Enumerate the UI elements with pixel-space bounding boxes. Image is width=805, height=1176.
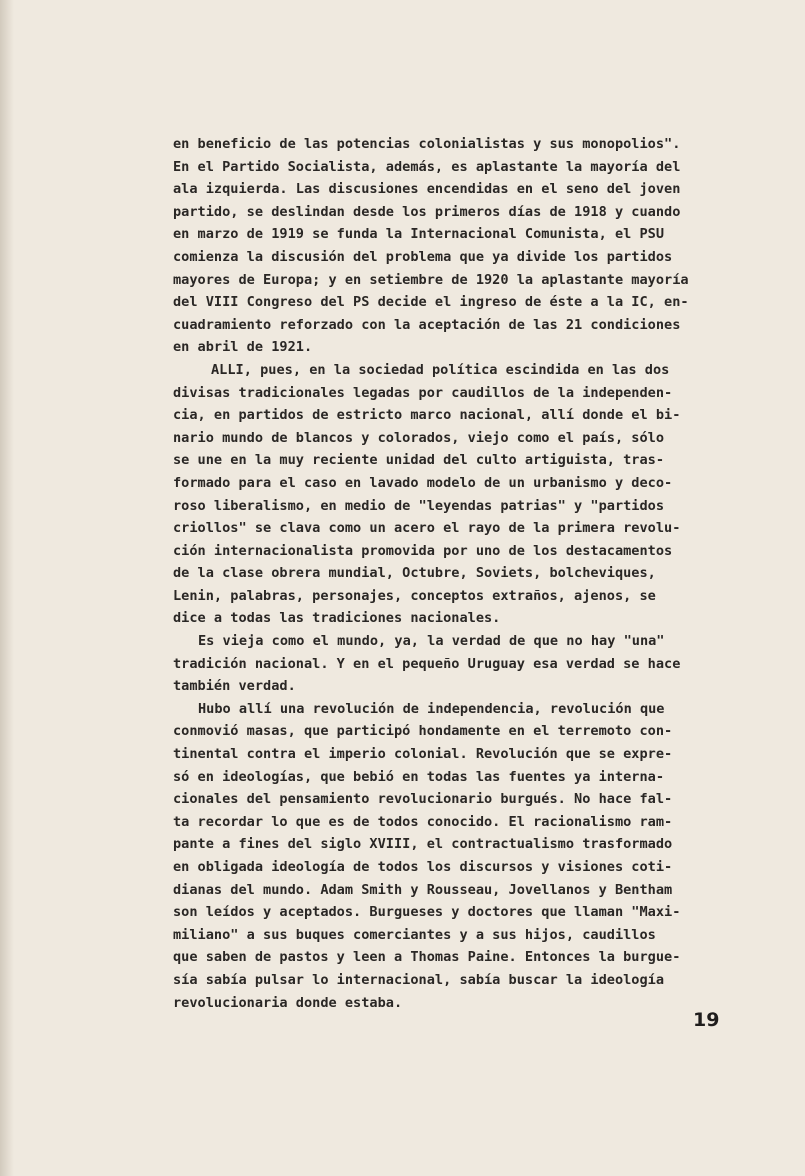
text-line: dice a todas las tradiciones nacionales. xyxy=(173,610,501,627)
text-line: partido, se deslindan desde los primeros días de 1918 y cuando xyxy=(173,203,681,220)
text-line: Es vieja como el mundo, ya, la verdad de que no hay "una" xyxy=(198,633,665,650)
text-line: son leídos y aceptados. Burgueses y doctores que llaman "Maxi- xyxy=(173,904,681,921)
text-line: ala izquierda. Las discusiones encendidas en el seno del joven xyxy=(173,181,681,198)
text-line: nario mundo de blancos y colorados, viejo como el país, sólo xyxy=(173,429,665,446)
text-line: ALLI, pues, en la sociedad política escindida en las dos xyxy=(211,361,670,378)
text-line: conmovió masas, que participó hondamente en el terremoto con- xyxy=(173,723,673,740)
text-line: ta recordar lo que es de todos conocido. El racionalismo ram- xyxy=(173,813,673,830)
text-line: revolucionaria donde estaba. xyxy=(173,994,403,1011)
body-text xyxy=(173,133,743,1014)
text-line: en beneficio de las potencias colonialistas y sus monopolios". xyxy=(173,136,681,152)
text-line: Hubo allí una revolución de independencia, revolución que xyxy=(198,700,665,717)
text-line: mayores de Europa; y en setiembre de 1920 la aplastante mayoría xyxy=(173,271,689,288)
text-line: criollos" se clava como un acero el rayo de la primera revolu- xyxy=(173,520,681,537)
text-line: en obligada ideología de todos los discursos y visiones coti- xyxy=(173,859,673,875)
text-line: que saben de pastos y leen a Thomas Paine. Entonces la burgue- xyxy=(173,949,681,966)
text-line: pante a fines del siglo XVIII, el contractualismo trasformado xyxy=(173,836,673,853)
text-line: ción internacionalista promovida por uno de los destacamentos xyxy=(173,542,673,559)
text-line: formado para el caso en lavado modelo de un urbanismo y deco- xyxy=(173,474,673,491)
text-line: en abril de 1921. xyxy=(173,339,313,356)
text-line: miliano" a sus buques comerciantes y a sus hijos, caudillos xyxy=(173,926,656,943)
text-line: sía sabía pulsar lo internacional, sabía buscar la ideología xyxy=(173,971,665,988)
text-line: Lenin, palabras, personajes, conceptos extraños, ajenos, se xyxy=(173,587,656,604)
text-line: tradición nacional. Y en el pequeño Uruguay esa verdad se hace xyxy=(173,655,681,672)
text-line: de la clase obrera mundial, Octubre, Soviets, bolcheviques, xyxy=(173,565,656,582)
text-line: también verdad. xyxy=(173,678,296,695)
text-line: en marzo de 1919 se funda la Internacional Comunista, el PSU xyxy=(173,226,665,243)
text-line: del VIII Congreso del PS decide el ingreso de éste a la IC, en- xyxy=(173,294,689,311)
spine-shadow xyxy=(0,0,14,1176)
text-line: roso liberalismo, en medio de "leyendas patrias" y "partidos xyxy=(173,497,665,514)
text-line: divisas tradicionales legadas por caudillos de la independen- xyxy=(173,384,673,401)
text-line: cionales del pensamiento revolucionario burgués. No hace fal- xyxy=(173,791,673,808)
text-line: dianas del mundo. Adam Smith y Rousseau, Jovellanos y Bentham xyxy=(173,881,673,898)
text-line: En el Partido Socialista, además, es aplastante la mayoría del xyxy=(173,158,681,175)
text-line: só en ideologías, que bebió en todas las fuentes ya interna- xyxy=(173,768,665,785)
text-line: cia, en partidos de estricto marco nacional, allí donde el bi- xyxy=(173,407,681,424)
text-line: cuadramiento reforzado con la aceptación de las 21 condiciones xyxy=(173,316,681,333)
text-line: comienza la discusión del problema que ya divide los partidos xyxy=(173,248,673,265)
text-line: tinental contra el imperio colonial. Revolución que se expre- xyxy=(173,746,673,763)
page-number: 19 xyxy=(693,1009,720,1031)
text-line: se une en la muy reciente unidad del culto artiguista, tras- xyxy=(173,452,665,469)
